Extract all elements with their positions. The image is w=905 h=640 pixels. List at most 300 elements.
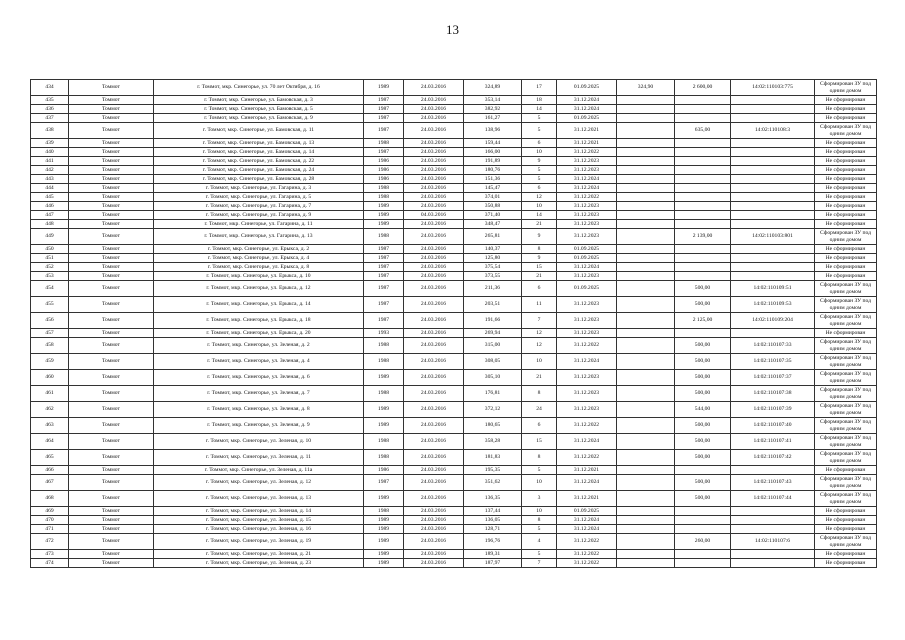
address-cell: г. Томмот, мкр. Синегорье, ул. Бамовская, д. 9: [154, 114, 364, 123]
land-area-cell: [675, 175, 731, 184]
year-cell: 1989: [364, 559, 404, 568]
area-alt-cell: [617, 123, 675, 139]
district-cell: Томмот: [69, 550, 154, 559]
district-cell: Томмот: [69, 475, 154, 491]
table-row: [31, 466, 877, 475]
row-number: 442: [31, 166, 69, 175]
land-area-cell: 260,00: [675, 534, 731, 550]
land-area-cell: [675, 245, 731, 254]
row-number: 456: [31, 313, 69, 329]
residents-cell: 11: [522, 297, 557, 313]
land-area-cell: [675, 105, 731, 114]
land-area-cell: [675, 96, 731, 105]
area-alt-cell: [617, 491, 675, 507]
area-cell: 180,76: [464, 166, 522, 175]
year-cell: 1988: [364, 354, 404, 370]
row-number: 460: [31, 370, 69, 386]
row-number: 459: [31, 354, 69, 370]
cadastre-number-cell: [731, 105, 815, 114]
date-cell: 24.03.2016: [404, 550, 464, 559]
table-body: [31, 80, 877, 568]
row-number: 464: [31, 434, 69, 450]
area-cell: 161,27: [464, 114, 522, 123]
status-cell: Не сформирован: [815, 157, 877, 166]
district-cell: Томмот: [69, 418, 154, 434]
area-alt-cell: [617, 559, 675, 568]
year-cell: 1987: [364, 475, 404, 491]
status-cell: Сформирован ЗУ под одним домом: [815, 80, 877, 96]
district-cell: Томмот: [69, 184, 154, 193]
address-cell: г. Томмот, мкр. Синегорье, ул. Бамовская, д. 3: [154, 96, 364, 105]
row-number: 452: [31, 263, 69, 272]
status-cell: Сформирован ЗУ под одним домом: [815, 434, 877, 450]
land-area-cell: 2 139,00: [675, 229, 731, 245]
year-cell: 1989: [364, 516, 404, 525]
area-alt-cell: [617, 96, 675, 105]
area-cell: 373,55: [464, 272, 522, 281]
district-cell: Томмот: [69, 245, 154, 254]
residents-cell: 9: [522, 229, 557, 245]
residents-cell: 10: [522, 475, 557, 491]
table-row: [31, 402, 877, 418]
row-number: 458: [31, 338, 69, 354]
status-cell: Не сформирован: [815, 466, 877, 475]
year-cell: 1989: [364, 525, 404, 534]
area-cell: 187,97: [464, 559, 522, 568]
address-cell: г. Томмот, мкр. Синегорье, ул. Зеленая, д. 14: [154, 507, 364, 516]
land-area-cell: [675, 157, 731, 166]
status-cell: Не сформирован: [815, 272, 877, 281]
table-row: [31, 475, 877, 491]
date-cell: 24.03.2016: [404, 475, 464, 491]
cadastre-number-cell: [731, 166, 815, 175]
area-cell: 159,44: [464, 139, 522, 148]
status-cell: Сформирован ЗУ под одним домом: [815, 534, 877, 550]
land-area-cell: 2 600,00: [675, 80, 731, 96]
table-row: [31, 175, 877, 184]
district-cell: Томмот: [69, 559, 154, 568]
land-area-cell: 500,00: [675, 418, 731, 434]
area-cell: 351,62: [464, 475, 522, 491]
residents-cell: 18: [522, 96, 557, 105]
date-cell: 24.03.2016: [404, 114, 464, 123]
address-cell: г. Томмот, мкр. Синегорье, ул. Зеленая, д. 6: [154, 370, 364, 386]
district-cell: Томмот: [69, 202, 154, 211]
year-cell: 1987: [364, 96, 404, 105]
row-number: 453: [31, 272, 69, 281]
table-row: [31, 534, 877, 550]
cadastre-number-cell: [731, 202, 815, 211]
status-cell: Не сформирован: [815, 202, 877, 211]
table-row: [31, 559, 877, 568]
date-cell: 24.03.2016: [404, 434, 464, 450]
date-cell: 24.03.2016: [404, 105, 464, 114]
deadline-cell: 31.12.2022: [557, 148, 617, 157]
address-cell: г. Томмот, мкр. Синегорье, ул. Зеленая, д. 19: [154, 534, 364, 550]
date-cell: 24.03.2016: [404, 281, 464, 297]
area-cell: 269,94: [464, 329, 522, 338]
cadastre-number-cell: [731, 139, 815, 148]
row-number: 435: [31, 96, 69, 105]
area-alt-cell: [617, 525, 675, 534]
year-cell: 1989: [364, 550, 404, 559]
area-cell: 128,71: [464, 525, 522, 534]
date-cell: 24.03.2016: [404, 80, 464, 96]
year-cell: 1987: [364, 263, 404, 272]
area-cell: 137,44: [464, 507, 522, 516]
area-cell: 140,37: [464, 245, 522, 254]
cadastre-number-cell: 14:02:110107:6: [731, 534, 815, 550]
deadline-cell: 31.12.2024: [557, 525, 617, 534]
residents-cell: 12: [522, 193, 557, 202]
land-area-cell: 500,00: [675, 354, 731, 370]
area-cell: 180,65: [464, 418, 522, 434]
year-cell: 1987: [364, 297, 404, 313]
land-area-cell: 2 125,00: [675, 313, 731, 329]
area-cell: 145,47: [464, 184, 522, 193]
date-cell: 24.03.2016: [404, 220, 464, 229]
status-cell: Сформирован ЗУ под одним домом: [815, 386, 877, 402]
residents-cell: 5: [522, 466, 557, 475]
status-cell: Не сформирован: [815, 525, 877, 534]
cadastre-number-cell: 14:02:110107:44: [731, 491, 815, 507]
cadastre-number-cell: [731, 329, 815, 338]
housing-registry-table: [30, 79, 877, 568]
land-area-cell: 500,00: [675, 297, 731, 313]
district-cell: Томмот: [69, 466, 154, 475]
row-number: 446: [31, 202, 69, 211]
status-cell: Не сформирован: [815, 263, 877, 272]
land-area-cell: [675, 329, 731, 338]
cadastre-number-cell: 14:02:110107:41: [731, 434, 815, 450]
area-alt-cell: [617, 550, 675, 559]
land-area-cell: 500,00: [675, 434, 731, 450]
row-number: 443: [31, 175, 69, 184]
area-alt-cell: [617, 313, 675, 329]
cadastre-number-cell: [731, 220, 815, 229]
area-cell: 315,00: [464, 338, 522, 354]
residents-cell: 10: [522, 354, 557, 370]
address-cell: г. Томмот, мкр. Синегорье, ул. Зеленая, д. 21: [154, 550, 364, 559]
area-cell: 353,14: [464, 96, 522, 105]
year-cell: 1988: [364, 229, 404, 245]
date-cell: 24.03.2016: [404, 525, 464, 534]
area-cell: 382,92: [464, 105, 522, 114]
table-row: [31, 491, 877, 507]
cadastre-number-cell: [731, 175, 815, 184]
district-cell: Томмот: [69, 450, 154, 466]
date-cell: 24.03.2016: [404, 193, 464, 202]
date-cell: 24.03.2016: [404, 96, 464, 105]
land-area-cell: [675, 550, 731, 559]
year-cell: 1989: [364, 202, 404, 211]
status-cell: Не сформирован: [815, 175, 877, 184]
status-cell: Сформирован ЗУ под одним домом: [815, 123, 877, 139]
residents-cell: 5: [522, 123, 557, 139]
address-cell: г. Томмот, мкр. Синегорье, ул. Зеленая, д. 7: [154, 386, 364, 402]
deadline-cell: 01.09.2025: [557, 281, 617, 297]
district-cell: Томмот: [69, 211, 154, 220]
area-alt-cell: [617, 386, 675, 402]
row-number: 457: [31, 329, 69, 338]
deadline-cell: 31.12.2024: [557, 96, 617, 105]
table-row: [31, 370, 877, 386]
status-cell: Сформирован ЗУ под одним домом: [815, 402, 877, 418]
district-cell: Томмот: [69, 329, 154, 338]
table-row: [31, 507, 877, 516]
cadastre-number-cell: [731, 114, 815, 123]
cadastre-number-cell: 14:02:110109:204: [731, 313, 815, 329]
status-cell: Не сформирован: [815, 245, 877, 254]
table-row: [31, 114, 877, 123]
date-cell: 24.03.2016: [404, 418, 464, 434]
row-number: 461: [31, 386, 69, 402]
table-row: [31, 157, 877, 166]
residents-cell: 14: [522, 211, 557, 220]
deadline-cell: 31.12.2022: [557, 550, 617, 559]
deadline-cell: 31.12.2021: [557, 139, 617, 148]
area-alt-cell: [617, 534, 675, 550]
area-alt-cell: [617, 516, 675, 525]
address-cell: г. Томмот, мкр. Синегорье, ул. Зеленая, д. 23: [154, 559, 364, 568]
row-number: 466: [31, 466, 69, 475]
status-cell: Не сформирован: [815, 254, 877, 263]
row-number: 470: [31, 516, 69, 525]
deadline-cell: 31.12.2022: [557, 338, 617, 354]
area-alt-cell: [617, 370, 675, 386]
residents-cell: 6: [522, 139, 557, 148]
cadastre-number-cell: [731, 507, 815, 516]
status-cell: Сформирован ЗУ под одним домом: [815, 475, 877, 491]
status-cell: Сформирован ЗУ под одним домом: [815, 297, 877, 313]
year-cell: 1988: [364, 386, 404, 402]
year-cell: 1988: [364, 450, 404, 466]
area-cell: 136,35: [464, 491, 522, 507]
page-number: 13: [446, 22, 459, 37]
address-cell: г. Томмот, мкр. Синегорье, ул. Бамовская, д. 28: [154, 175, 364, 184]
cadastre-number-cell: [731, 157, 815, 166]
cadastre-number-cell: [731, 96, 815, 105]
area-cell: 181,83: [464, 450, 522, 466]
deadline-cell: 31.12.2022: [557, 559, 617, 568]
area-cell: 324,89: [464, 80, 522, 96]
deadline-cell: 31.12.2022: [557, 534, 617, 550]
row-number: 441: [31, 157, 69, 166]
date-cell: 24.03.2016: [404, 157, 464, 166]
table-row: [31, 418, 877, 434]
area-alt-cell: [617, 229, 675, 245]
status-cell: Сформирован ЗУ под одним домом: [815, 354, 877, 370]
date-cell: 24.03.2016: [404, 166, 464, 175]
residents-cell: 5: [522, 175, 557, 184]
area-alt-cell: [617, 193, 675, 202]
status-cell: Не сформирован: [815, 96, 877, 105]
land-area-cell: 500,00: [675, 475, 731, 491]
district-cell: Томмот: [69, 516, 154, 525]
table-row: [31, 313, 877, 329]
deadline-cell: 31.12.2023: [557, 329, 617, 338]
area-cell: 350,88: [464, 202, 522, 211]
status-cell: Не сформирован: [815, 184, 877, 193]
address-cell: г. Томмот, мкр. Синегорье, ул. Бамовская, д. 5: [154, 105, 364, 114]
table-row: [31, 80, 877, 96]
year-cell: 1986: [364, 175, 404, 184]
deadline-cell: 31.12.2024: [557, 354, 617, 370]
address-cell: г. Томмот, мкр. Синегорье, ул. Зеленая, д. 16: [154, 525, 364, 534]
district-cell: Томмот: [69, 254, 154, 263]
residents-cell: 10: [522, 202, 557, 211]
district-cell: Томмот: [69, 157, 154, 166]
table-row: [31, 434, 877, 450]
land-area-cell: [675, 166, 731, 175]
area-cell: 265,81: [464, 229, 522, 245]
deadline-cell: 31.12.2024: [557, 434, 617, 450]
address-cell: г. Томмот, мкр. Синегорье, ул. Зеленая, д. 9: [154, 418, 364, 434]
address-cell: г. Томмот, мкр. Синегорье, ул. Гагарина, д. 5: [154, 193, 364, 202]
row-number: 444: [31, 184, 69, 193]
status-cell: Не сформирован: [815, 193, 877, 202]
deadline-cell: 31.12.2024: [557, 184, 617, 193]
table-row: [31, 105, 877, 114]
area-alt-cell: [617, 105, 675, 114]
date-cell: 24.03.2016: [404, 466, 464, 475]
year-cell: 1988: [364, 139, 404, 148]
residents-cell: 9: [522, 254, 557, 263]
deadline-cell: 31.12.2024: [557, 105, 617, 114]
year-cell: 1987: [364, 313, 404, 329]
residents-cell: 6: [522, 281, 557, 297]
cadastre-number-cell: [731, 466, 815, 475]
deadline-cell: 01.09.2025: [557, 114, 617, 123]
residents-cell: 15: [522, 434, 557, 450]
row-number: 454: [31, 281, 69, 297]
district-cell: Томмот: [69, 263, 154, 272]
area-alt-cell: [617, 338, 675, 354]
address-cell: г. Томмот, мкр. Синегорье, ул. Зеленая, д. 12: [154, 475, 364, 491]
row-number: 438: [31, 123, 69, 139]
date-cell: 04.03.2016: [404, 211, 464, 220]
deadline-cell: 31.12.2023: [557, 272, 617, 281]
cadastre-number-cell: [731, 263, 815, 272]
area-cell: 191,89: [464, 157, 522, 166]
land-area-cell: 635,00: [675, 123, 731, 139]
land-area-cell: [675, 263, 731, 272]
cadastre-number-cell: 14:02:110107:38: [731, 386, 815, 402]
cadastre-number-cell: 14:02:110107:42: [731, 450, 815, 466]
deadline-cell: 31.12.2023: [557, 370, 617, 386]
district-cell: Томмот: [69, 166, 154, 175]
cadastre-number-cell: 14:02:110107:40: [731, 418, 815, 434]
year-cell: 1989: [364, 80, 404, 96]
cadastre-number-cell: 14:02:110107:37: [731, 370, 815, 386]
residents-cell: 10: [522, 148, 557, 157]
status-cell: Не сформирован: [815, 166, 877, 175]
land-area-cell: 500,00: [675, 370, 731, 386]
residents-cell: 21: [522, 272, 557, 281]
area-alt-cell: [617, 466, 675, 475]
table-row: [31, 386, 877, 402]
district-cell: Томмот: [69, 297, 154, 313]
residents-cell: 5: [522, 114, 557, 123]
land-area-cell: [675, 148, 731, 157]
cadastre-number-cell: [731, 254, 815, 263]
area-cell: 151,36: [464, 175, 522, 184]
district-cell: Томмот: [69, 491, 154, 507]
address-cell: г. Томмот, мкр. Синегорье, ул. Зеленая, д. 10: [154, 434, 364, 450]
district-cell: Томмот: [69, 96, 154, 105]
deadline-cell: 01.09.2025: [557, 245, 617, 254]
address-cell: г. Томмот, мкр. Синегорье, ул. Зеленая, д. 2: [154, 338, 364, 354]
address-cell: г. Томмот, мкр. Синегорье, ул. Ерыкса, д. 8: [154, 263, 364, 272]
year-cell: 1988: [364, 184, 404, 193]
area-alt-cell: [617, 211, 675, 220]
land-area-cell: [675, 466, 731, 475]
row-number: 472: [31, 534, 69, 550]
land-area-cell: [675, 184, 731, 193]
district-cell: Томмот: [69, 148, 154, 157]
table-row: [31, 354, 877, 370]
address-cell: г. Томмот, мкр. Синегорье, ул. Бамовская, д. 22: [154, 157, 364, 166]
residents-cell: 7: [522, 313, 557, 329]
cadastre-number-cell: [731, 148, 815, 157]
deadline-cell: 31.12.2024: [557, 175, 617, 184]
status-cell: Не сформирован: [815, 516, 877, 525]
residents-cell: 9: [522, 157, 557, 166]
row-number: 473: [31, 550, 69, 559]
date-cell: 24.03.2016: [404, 370, 464, 386]
district-cell: Томмот: [69, 370, 154, 386]
table-row: [31, 193, 877, 202]
row-number: 463: [31, 418, 69, 434]
area-cell: 211,36: [464, 281, 522, 297]
row-number: 451: [31, 254, 69, 263]
table-row: [31, 123, 877, 139]
area-cell: 358,28: [464, 434, 522, 450]
address-cell: г. Томмот, мкр. Синегорье, ул. Ерыкса, д. 10: [154, 272, 364, 281]
residents-cell: 7: [522, 559, 557, 568]
land-area-cell: 500,00: [675, 338, 731, 354]
date-cell: 24.03.2016: [404, 123, 464, 139]
area-alt-cell: [617, 139, 675, 148]
row-number: 471: [31, 525, 69, 534]
area-cell: 189,31: [464, 550, 522, 559]
area-cell: 372,12: [464, 402, 522, 418]
residents-cell: 3: [522, 491, 557, 507]
district-cell: Томмот: [69, 313, 154, 329]
area-alt-cell: [617, 418, 675, 434]
land-area-cell: [675, 272, 731, 281]
date-cell: 24.03.2016: [404, 272, 464, 281]
status-cell: Сформирован ЗУ под одним домом: [815, 491, 877, 507]
deadline-cell: 01.09.2025: [557, 254, 617, 263]
deadline-cell: 31.12.2023: [557, 202, 617, 211]
land-area-cell: [675, 202, 731, 211]
deadline-cell: 31.12.2021: [557, 123, 617, 139]
district-cell: Томмот: [69, 114, 154, 123]
address-cell: г. Томмот, мкр. Синегорье, ул. Гагарина, д. 9: [154, 211, 364, 220]
land-area-cell: 500,00: [675, 491, 731, 507]
status-cell: Не сформирован: [815, 148, 877, 157]
row-number: 436: [31, 105, 69, 114]
area-cell: 166,00: [464, 148, 522, 157]
area-alt-cell: [617, 175, 675, 184]
land-area-cell: 500,00: [675, 450, 731, 466]
area-alt-cell: [617, 184, 675, 193]
area-cell: 305,10: [464, 370, 522, 386]
row-number: 445: [31, 193, 69, 202]
date-cell: 24.03.2016: [404, 534, 464, 550]
cadastre-number-cell: [731, 211, 815, 220]
